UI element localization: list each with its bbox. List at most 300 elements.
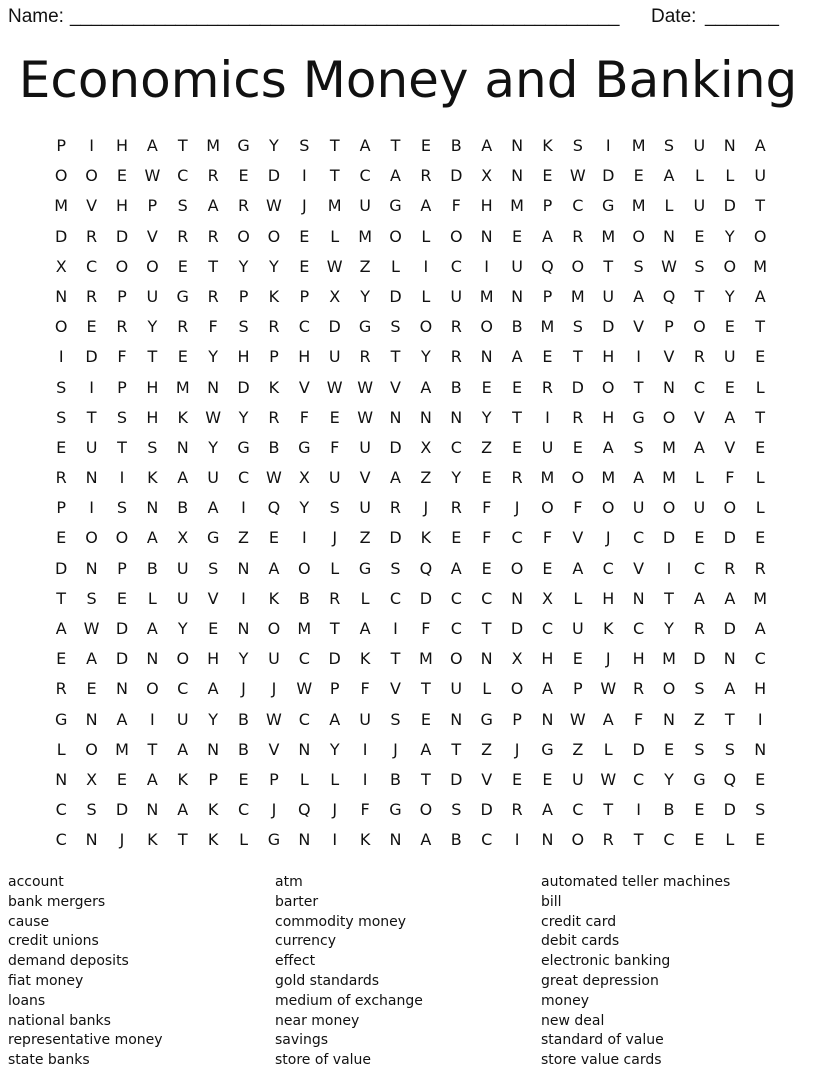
grid-letter: L — [725, 166, 735, 186]
grid-letter: T — [147, 739, 158, 759]
grid-letter: E — [755, 528, 766, 548]
grid-letter: T — [177, 136, 188, 155]
grid-letter: D — [632, 739, 645, 759]
grid-letter: B — [146, 558, 158, 578]
grid-letter: H — [115, 136, 128, 155]
grid-letter: E — [542, 769, 553, 789]
grid-letter: C — [633, 619, 645, 638]
grid-letter: U — [359, 498, 371, 518]
grid-letter: C — [754, 649, 766, 669]
grid-row — [46, 825, 776, 855]
grid-letter: N — [146, 800, 159, 820]
word-list-item: medium of exchange — [275, 992, 423, 1009]
grid-letter: A — [116, 709, 128, 729]
grid-letter: H — [602, 588, 615, 608]
grid-letter: V — [359, 468, 371, 488]
grid-letter: F — [330, 437, 340, 457]
grid-letter: C — [693, 377, 705, 397]
grid-letter: D — [115, 800, 129, 820]
grid-letter: Y — [420, 347, 431, 367]
grid-letter: S — [299, 136, 310, 155]
grid-letter: P — [542, 286, 553, 306]
grid-letter: X — [420, 437, 432, 457]
grid-letter: E — [177, 256, 188, 276]
grid-letter: A — [633, 286, 645, 306]
grid-letter: D — [115, 619, 129, 638]
grid-letter: N — [723, 136, 736, 155]
grid-letter: S — [56, 377, 67, 397]
grid-row — [46, 131, 776, 161]
grid-letter: S — [390, 709, 401, 729]
grid-letter: O — [419, 317, 433, 337]
grid-letter: C — [572, 196, 584, 216]
grid-row — [46, 554, 776, 584]
grid-letter: O — [54, 166, 68, 186]
word-list-column-2 — [275, 873, 535, 1071]
grid-letter: O — [662, 498, 676, 518]
grid-letter: Y — [724, 286, 735, 306]
grid-letter: H — [146, 377, 159, 397]
grid-letter: Z — [572, 739, 584, 759]
grid-letter: F — [482, 498, 492, 518]
grid-letter: N — [480, 347, 493, 367]
grid-letter: N — [511, 136, 524, 155]
grid-letter: B — [511, 317, 523, 337]
grid-letter: H — [602, 407, 615, 427]
grid-letter: E — [633, 166, 644, 186]
word-search-grid — [46, 131, 776, 856]
grid-letter: M — [358, 226, 372, 246]
grid-letter: Y — [238, 649, 249, 669]
grid-letter: I — [332, 830, 338, 850]
grid-letter: U — [632, 498, 645, 518]
grid-letter: P — [299, 286, 310, 306]
grid-letter: I — [423, 256, 429, 276]
grid-letter: E — [238, 166, 249, 186]
grid-letter: O — [449, 649, 463, 669]
grid-letter: U — [359, 196, 371, 216]
grid-letter: D — [510, 619, 524, 638]
grid-letter: W — [357, 377, 374, 397]
grid-letter: E — [694, 226, 705, 246]
grid-letter: Z — [481, 437, 493, 457]
grid-letter: A — [693, 588, 705, 608]
grid-letter: R — [207, 166, 219, 186]
grid-letter: D — [723, 800, 736, 820]
grid-letter: E — [724, 317, 735, 337]
grid-letter: Z — [693, 709, 705, 729]
grid-letter: B — [450, 136, 462, 155]
grid-letter: F — [573, 498, 583, 518]
grid-letter: Y — [208, 347, 219, 367]
grid-letter: O — [662, 679, 676, 699]
grid-letter: V — [390, 377, 401, 397]
grid-letter: B — [238, 709, 250, 729]
grid-letter: U — [146, 286, 159, 306]
grid-letter: E — [208, 619, 219, 638]
grid-letter: A — [359, 619, 371, 638]
grid-row — [46, 493, 776, 523]
grid-letter: W — [357, 407, 374, 427]
grid-letter: Y — [481, 407, 492, 427]
grid-letter: R — [511, 800, 523, 820]
grid-letter: V — [633, 317, 645, 337]
grid-letter: U — [693, 136, 706, 155]
grid-letter: E — [238, 769, 249, 789]
grid-letter: E — [299, 226, 310, 246]
grid-letter: E — [694, 800, 705, 820]
grid-letter: G — [693, 769, 706, 789]
name-field[interactable]: ____________________________________________________ — [70, 6, 620, 27]
grid-row — [46, 644, 776, 674]
grid-row — [46, 342, 776, 372]
grid-letter: G — [541, 739, 554, 759]
grid-letter: N — [450, 407, 463, 427]
grid-letter: B — [390, 769, 401, 789]
grid-letter: C — [602, 558, 614, 578]
grid-letter: G — [298, 437, 311, 457]
grid-letter: V — [663, 347, 675, 367]
grid-letter: X — [298, 468, 310, 488]
grid-letter: Q — [662, 286, 676, 306]
grid-letter: S — [663, 136, 675, 155]
grid-letter: G — [358, 317, 372, 337]
word-list-item: account — [8, 874, 64, 890]
grid-letter: X — [541, 588, 553, 608]
word-list-item: effect — [275, 953, 316, 970]
date-field[interactable]: _______ — [705, 6, 779, 27]
grid-letter: W — [600, 679, 617, 699]
grid-letter: S — [633, 256, 644, 276]
grid-letter: R — [693, 619, 705, 638]
grid-letter: O — [389, 226, 402, 246]
grid-row — [46, 735, 776, 765]
grid-letter: P — [542, 196, 553, 216]
grid-letter: U — [541, 437, 554, 457]
grid-letter: N — [541, 709, 554, 729]
grid-letter: M — [631, 136, 646, 155]
grid-letter: E — [268, 528, 279, 548]
grid-letter: E — [56, 437, 67, 457]
grid-letter: M — [753, 256, 768, 276]
grid-letter: F — [725, 468, 735, 488]
grid-letter: O — [480, 317, 493, 337]
grid-letter: S — [329, 498, 340, 518]
word-list-item: bank mergers — [8, 893, 106, 910]
grid-letter: N — [298, 739, 311, 759]
grid-letter: K — [268, 286, 280, 306]
grid-letter: W — [661, 256, 677, 276]
grid-letter: C — [663, 830, 675, 850]
grid-letter: T — [633, 377, 644, 397]
grid-letter: I — [514, 830, 520, 850]
grid-letter: D — [602, 166, 615, 186]
grid-letter: H — [541, 649, 554, 669]
grid-letter: F — [117, 347, 127, 367]
grid-letter: U — [511, 256, 523, 276]
grid-letter: S — [451, 800, 462, 820]
grid-letter: I — [301, 528, 307, 548]
grid-letter: V — [268, 739, 280, 759]
word-list-item: fiat money — [8, 972, 84, 989]
header — [8, 2, 798, 32]
grid-letter: B — [450, 377, 462, 397]
grid-letter: V — [633, 558, 645, 578]
grid-letter: K — [147, 468, 158, 488]
grid-letter: N — [389, 407, 402, 427]
grid-letter: A — [481, 136, 493, 155]
grid-letter: W — [266, 709, 282, 729]
grid-letter: U — [85, 437, 98, 457]
grid-letter: P — [117, 558, 127, 578]
grid-letter: A — [177, 468, 189, 488]
grid-letter: O — [510, 558, 524, 578]
grid-letter: P — [269, 347, 279, 367]
grid-letter: C — [298, 317, 310, 337]
grid-letter: O — [85, 166, 98, 186]
grid-letter: A — [420, 830, 432, 850]
grid-letter: A — [420, 739, 432, 759]
grid-letter: N — [85, 830, 98, 850]
grid-letter: I — [89, 377, 94, 397]
grid-letter: T — [117, 437, 127, 457]
grid-letter: E — [481, 468, 492, 488]
grid-letter: N — [298, 830, 311, 850]
grid-letter: A — [420, 377, 432, 397]
grid-letter: M — [662, 437, 676, 457]
grid-letter: S — [694, 739, 705, 759]
date-label: Date: — [651, 6, 697, 27]
grid-letter: U — [602, 286, 615, 306]
grid-letter: I — [666, 558, 672, 578]
grid-row — [46, 252, 776, 282]
grid-letter: J — [271, 800, 277, 820]
grid-letter: N — [632, 588, 645, 608]
grid-letter: E — [755, 769, 766, 789]
grid-letter: L — [421, 286, 431, 306]
grid-letter: A — [724, 407, 736, 427]
grid-letter: R — [329, 588, 341, 608]
grid-letter: M — [175, 377, 190, 397]
grid-letter: H — [754, 679, 767, 699]
grid-letter: C — [481, 830, 493, 850]
grid-row — [46, 614, 776, 644]
grid-letter: R — [572, 407, 584, 427]
grid-letter: E — [56, 649, 67, 669]
grid-letter: N — [480, 226, 493, 246]
grid-letter: E — [420, 136, 431, 155]
grid-letter: S — [116, 498, 128, 518]
grid-letter: I — [58, 347, 64, 367]
grid-letter: I — [241, 498, 246, 518]
grid-letter: J — [605, 649, 611, 669]
grid-letter: R — [207, 286, 219, 306]
grid-letter: R — [541, 377, 553, 397]
grid-letter: B — [238, 739, 250, 759]
grid-letter: U — [176, 709, 189, 729]
grid-letter: C — [450, 256, 462, 276]
grid-letter: W — [83, 619, 100, 638]
grid-letter: A — [572, 558, 584, 578]
grid-letter: L — [330, 558, 340, 578]
grid-letter: A — [146, 136, 158, 155]
grid-letter: L — [603, 739, 613, 759]
grid-row — [46, 312, 776, 342]
grid-letter: T — [329, 136, 340, 155]
grid-letter: A — [146, 528, 158, 548]
grid-letter: O — [753, 226, 767, 246]
grid-letter: R — [633, 679, 645, 699]
grid-letter: N — [85, 558, 98, 578]
grid-letter: S — [147, 437, 158, 457]
grid-letter: M — [601, 468, 616, 488]
grid-letter: E — [694, 830, 705, 850]
grid-letter: C — [298, 649, 310, 669]
grid-letter: I — [301, 166, 307, 186]
grid-letter: V — [298, 377, 310, 397]
grid-letter: E — [86, 317, 97, 337]
grid-letter: M — [510, 196, 524, 216]
grid-letter: H — [115, 196, 128, 216]
word-list-item: cause — [8, 913, 50, 930]
grid-letter: S — [390, 317, 401, 337]
grid-letter: O — [85, 528, 98, 548]
grid-row — [46, 765, 776, 795]
grid-letter: S — [116, 407, 128, 427]
grid-letter: J — [393, 739, 398, 759]
grid-letter: T — [329, 166, 340, 186]
grid-letter: U — [571, 769, 584, 789]
grid-letter: J — [301, 196, 307, 216]
grid-letter: A — [207, 498, 219, 518]
grid-letter: E — [116, 588, 128, 608]
grid-letter: R — [359, 347, 371, 367]
grid-letter: J — [119, 830, 125, 850]
grid-letter: D — [389, 528, 402, 548]
grid-letter: M — [418, 649, 433, 669]
page-title: Economics Money and Banking — [18, 51, 798, 109]
grid-letter: O — [267, 226, 281, 246]
word-list-item: barter — [275, 893, 319, 910]
grid-letter: A — [663, 166, 675, 186]
grid-letter: D — [723, 196, 736, 216]
grid-letter: G — [237, 437, 250, 457]
grid-letter: T — [512, 407, 522, 427]
grid-letter: E — [481, 377, 492, 397]
grid-letter: S — [694, 256, 705, 276]
grid-letter: K — [268, 377, 280, 397]
grid-letter: I — [119, 468, 125, 488]
grid-row — [46, 161, 776, 191]
grid-letter: Y — [147, 317, 158, 337]
grid-letter: X — [177, 528, 189, 548]
grid-letter: O — [54, 317, 68, 337]
grid-letter: O — [146, 679, 159, 699]
grid-letter: N — [176, 437, 189, 457]
grid-letter: H — [237, 347, 250, 367]
grid-letter: D — [450, 166, 463, 186]
grid-letter: O — [298, 558, 311, 578]
grid-letter: E — [451, 528, 462, 548]
grid-letter: L — [725, 830, 735, 850]
grid-letter: N — [146, 649, 159, 669]
grid-letter: D — [267, 166, 281, 186]
grid-letter: R — [177, 317, 189, 337]
grid-letter: O — [571, 830, 585, 850]
grid-letter: T — [694, 286, 705, 306]
grid-letter: E — [724, 377, 735, 397]
grid-letter: Z — [359, 528, 371, 548]
grid-letter: N — [146, 498, 159, 518]
grid-letter: L — [147, 588, 157, 608]
grid-letter: O — [237, 226, 250, 246]
grid-letter: B — [450, 830, 462, 850]
grid-letter: C — [633, 769, 645, 789]
grid-letter: M — [115, 739, 129, 759]
grid-letter: R — [724, 558, 736, 578]
grid-letter: A — [390, 166, 401, 186]
grid-letter: E — [755, 347, 766, 367]
grid-letter: S — [755, 800, 766, 820]
grid-letter: A — [450, 558, 462, 578]
grid-letter: K — [359, 649, 371, 669]
word-list-column-3 — [541, 873, 801, 1071]
grid-letter: K — [177, 407, 188, 427]
grid-letter: R — [572, 226, 584, 246]
grid-letter: R — [86, 226, 98, 246]
grid-letter: P — [56, 136, 67, 155]
grid-letter: T — [724, 709, 735, 729]
grid-letter: K — [147, 830, 158, 850]
grid-letter: A — [541, 226, 553, 246]
grid-letter: X — [511, 649, 523, 669]
grid-letter: E — [755, 437, 766, 457]
grid-letter: P — [117, 286, 127, 306]
grid-letter: P — [208, 769, 218, 789]
grid-letter: D — [723, 528, 736, 548]
grid-letter: A — [602, 709, 614, 729]
grid-letter: B — [298, 588, 310, 608]
grid-letter: L — [482, 679, 492, 699]
grid-letter: T — [208, 256, 219, 276]
grid-letter: O — [419, 800, 433, 820]
grid-letter: S — [208, 558, 219, 578]
grid-letter: Y — [299, 498, 310, 518]
grid-row — [46, 584, 776, 614]
grid-letter: I — [484, 256, 490, 276]
grid-letter: D — [693, 649, 706, 669]
grid-letter: T — [633, 830, 644, 850]
grid-letter: U — [754, 166, 767, 186]
grid-letter: S — [177, 196, 188, 216]
grid-letter: C — [237, 468, 250, 488]
grid-letter: C — [633, 528, 645, 548]
grid-letter: T — [603, 256, 614, 276]
grid-letter: E — [512, 769, 523, 789]
grid-letter: R — [237, 196, 250, 216]
grid-letter: F — [360, 679, 370, 699]
word-list-item: store value cards — [541, 1052, 662, 1069]
grid-letter: I — [757, 709, 763, 729]
grid-letter: T — [420, 679, 431, 699]
grid-letter: D — [723, 619, 736, 638]
grid-letter: A — [602, 437, 614, 457]
grid-letter: G — [206, 528, 220, 548]
grid-letter: V — [572, 528, 584, 548]
grid-letter: S — [238, 317, 249, 337]
grid-letter: H — [602, 347, 615, 367]
grid-letter: C — [237, 800, 250, 820]
